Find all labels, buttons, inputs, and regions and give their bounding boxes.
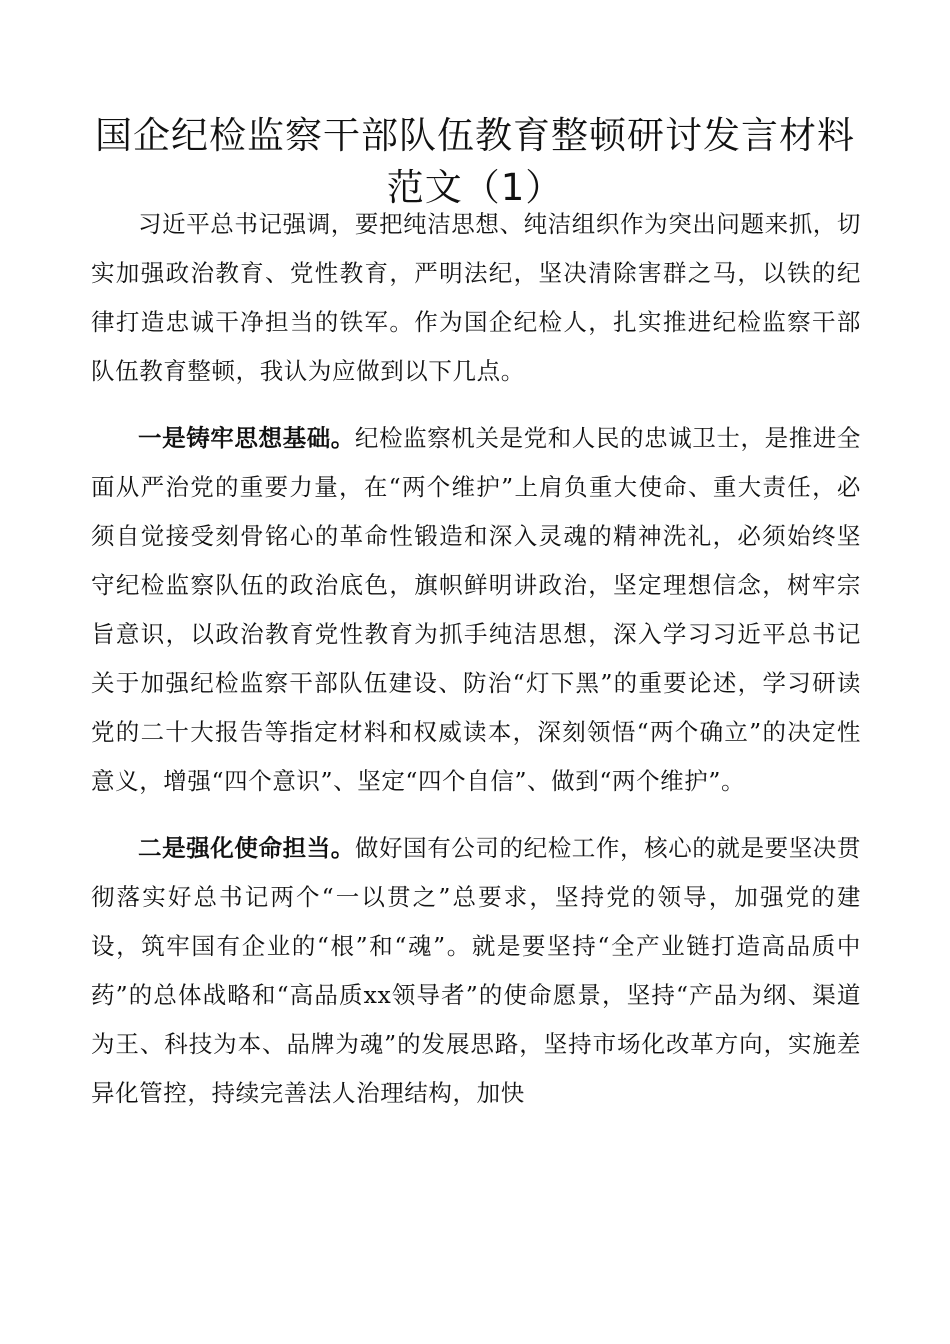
paragraph-text: 纪检监察机关是党和人民的忠诚卫士，是推进全面从严治党的重要力量，在“两个维护”上肩负重大使命、重大责任，必须自觉接受刻骨铭心的革命性锻造和深入灵魂的精神洗礼，必须始终坚守纪检监察队伍的政治底色，旗帜鲜明讲政治，坚定理想信念，树牢宗旨意识，以政治教育党性教育为抓手纯洁思想，深入学习习近平总书记关于加强纪检监察干部队伍建设、防治“灯下黑”的重要论述，学习研读党的二十大报告等指定材料和权威读本，深刻领悟“两个确立”的决定性意义，增强“四个意识”、坚定“四个自信”、做到“两个维护”。: [91, 424, 862, 795]
document-title: 国企纪检监察干部队伍教育整顿研讨发言材料范文（1）: [95, 114, 855, 209]
paragraph-text: 做好国有公司的纪检工作，核心的就是要坚决贯彻落实好总书记两个“一以贯之”总要求，坚持党的领导，加强党的建设，筑牢国有企业的“根”和“魂”。就是要坚持“全产业链打造高品质中药”的总体战略和“高品质xx领导者”的使命愿景，坚持“产品为纲、渠道为王、科技为本、品牌为魂”的发展思路，坚持市场化改革方向，实施差异化管控，持续完善法人治理结构，加快: [91, 834, 862, 1107]
paragraph-point-1: [91, 414, 861, 806]
document-body: [91, 200, 861, 1136]
paragraph-lead: 一是铸牢思想基础。: [138, 424, 355, 452]
paragraph-intro: [91, 200, 861, 396]
paragraph-text: 习近平总书记强调，要把纯洁思想、纯洁组织作为突出问题来抓，切实加强政治教育、党性教育，严明法纪，坚决清除害群之马，以铁的纪律打造忠诚干净担当的铁军。作为国企纪检人，扎实推进纪检监察干部队伍教育整顿，我认为应做到以下几点。: [91, 210, 861, 385]
paragraph-lead: 二是强化使命担当。: [138, 834, 355, 862]
paragraph-point-2: [91, 824, 861, 1118]
